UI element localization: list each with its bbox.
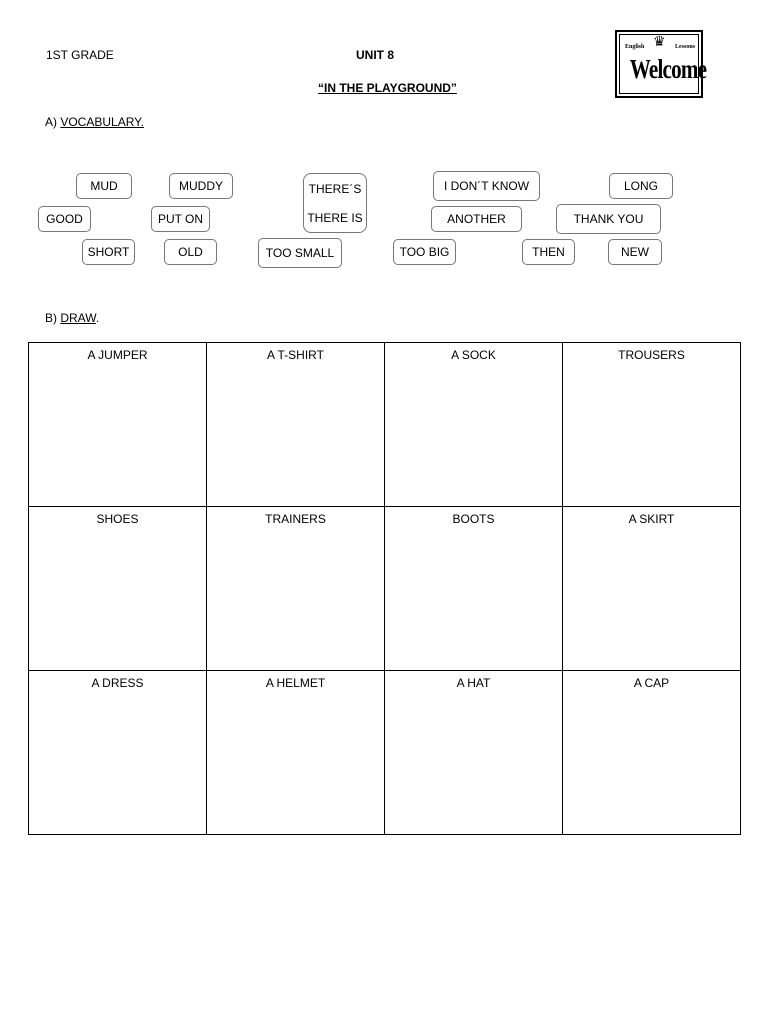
- welcome-logo: [615, 30, 707, 98]
- draw-cell[interactable]: A JUMPER: [29, 343, 207, 507]
- logo-text-left: English: [625, 44, 645, 50]
- vocab-word-pair: [303, 173, 367, 233]
- vocab-word: MUDDY: [169, 173, 233, 199]
- draw-cell[interactable]: A HAT: [385, 671, 563, 835]
- draw-cell[interactable]: A HELMET: [207, 671, 385, 835]
- vocab-word: PUT ON: [151, 206, 210, 232]
- vocab-word: THERE´S: [308, 181, 362, 196]
- worksheet-subtitle: “IN THE PLAYGROUND”: [318, 81, 457, 95]
- vocab-word: NEW: [608, 239, 662, 265]
- vocab-word: TOO BIG: [393, 239, 456, 265]
- draw-cell[interactable]: TROUSERS: [563, 343, 741, 507]
- section-b-heading: B) DRAW.: [45, 311, 100, 325]
- vocab-word: TOO SMALL: [258, 238, 342, 268]
- logo-text-right: Lessons: [674, 44, 695, 50]
- vocab-word: I DON´T KNOW: [433, 171, 540, 201]
- vocab-word: LONG: [609, 173, 673, 199]
- draw-cell[interactable]: A SOCK: [385, 343, 563, 507]
- logo-word: Welcome: [629, 54, 707, 84]
- draw-cell[interactable]: TRAINERS: [207, 507, 385, 671]
- grid-row: [29, 507, 741, 671]
- draw-cell[interactable]: A DRESS: [29, 671, 207, 835]
- grid-row: [29, 671, 741, 835]
- vocab-word: THERE IS: [307, 210, 363, 225]
- grid-row: [29, 343, 741, 507]
- draw-cell[interactable]: BOOTS: [385, 507, 563, 671]
- vocab-word: SHORT: [82, 239, 135, 265]
- draw-cell[interactable]: A T-SHIRT: [207, 343, 385, 507]
- draw-grid: [28, 342, 741, 835]
- vocab-word: GOOD: [38, 206, 91, 232]
- unit-title: UNIT 8: [356, 48, 395, 62]
- draw-cell[interactable]: A CAP: [563, 671, 741, 835]
- section-a-heading: A) VOCABULARY.: [45, 115, 144, 129]
- vocab-word: OLD: [164, 239, 217, 265]
- draw-cell[interactable]: A SKIRT: [563, 507, 741, 671]
- draw-cell[interactable]: SHOES: [29, 507, 207, 671]
- crest-icon: ♛: [653, 33, 666, 49]
- vocab-word: ANOTHER: [431, 206, 522, 232]
- vocab-word: MUD: [76, 173, 132, 199]
- vocab-word: THANK YOU: [556, 204, 661, 234]
- vocab-word: THEN: [522, 239, 575, 265]
- grade-label: 1ST GRADE: [46, 48, 114, 62]
